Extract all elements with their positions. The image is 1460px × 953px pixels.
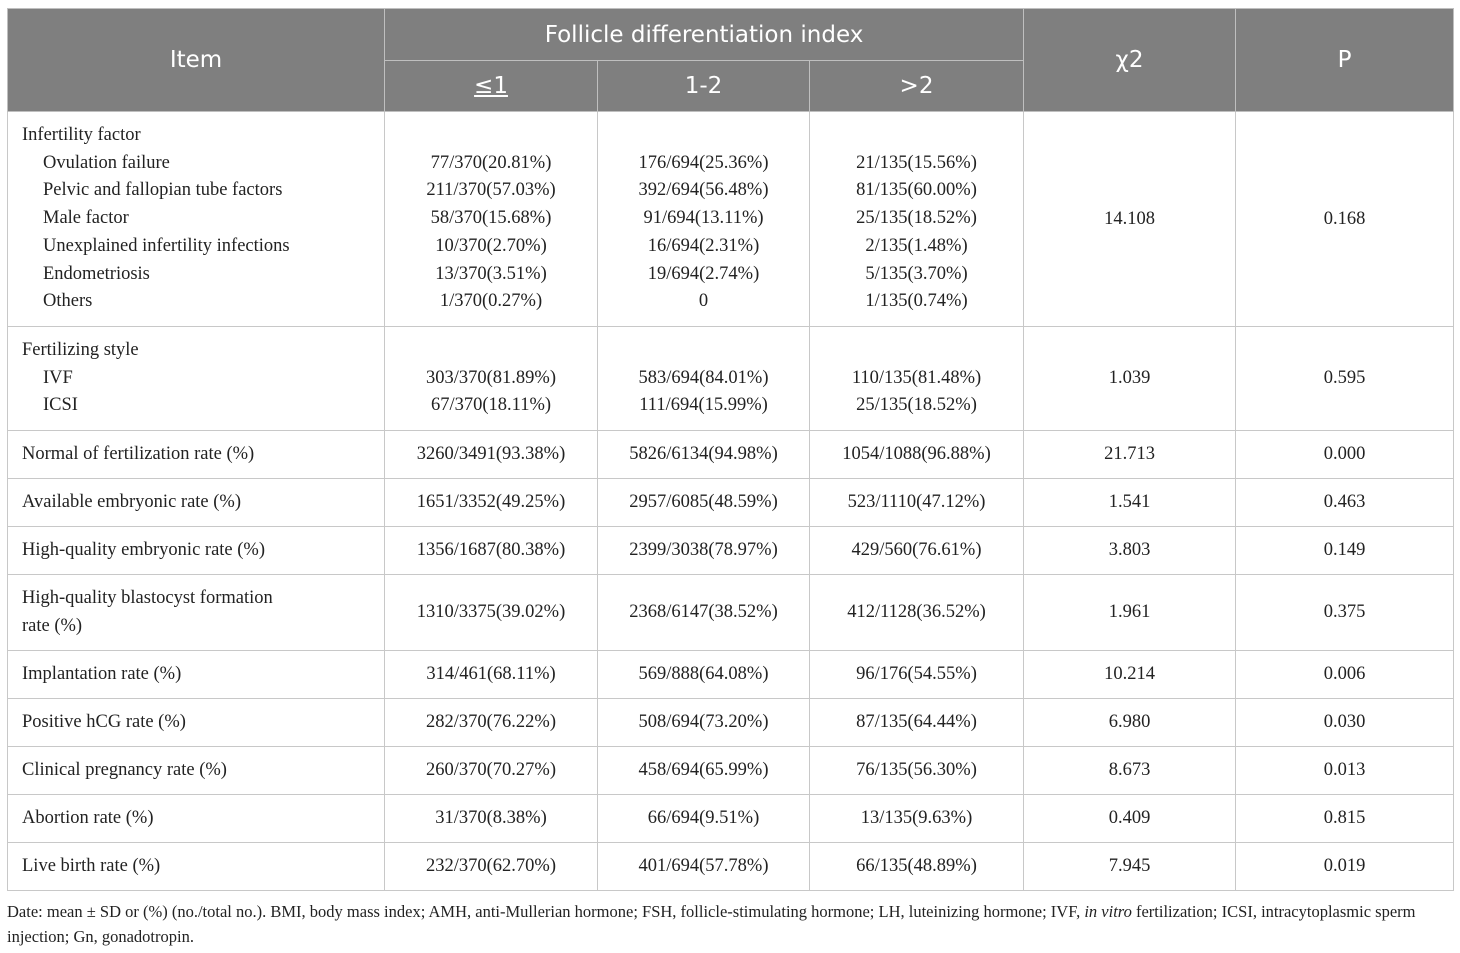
row-label-cell	[8, 112, 385, 327]
value: 21/135(15.56%)	[856, 152, 977, 173]
value: 1/370(0.27%)	[439, 291, 543, 312]
cell-le1	[385, 327, 598, 431]
value: 16/694(2.31%)	[647, 235, 760, 256]
cell-p: 0.000	[1236, 431, 1454, 479]
cell-p: 0.030	[1236, 699, 1454, 747]
cell-le1: 282/370(76.22%)	[385, 699, 598, 747]
cell-1-2: 401/694(57.78%)	[598, 843, 810, 891]
row-label: Positive hCG rate (%)	[8, 699, 385, 747]
row-label: Clinical pregnancy rate (%)	[8, 747, 385, 795]
cell-1-2: 66/694(9.51%)	[598, 795, 810, 843]
cell-le1: 1356/1687(80.38%)	[385, 527, 598, 575]
cell-gt2: 523/1110(47.12%)	[810, 479, 1024, 527]
table-row	[8, 699, 1454, 747]
cell-p: 0.013	[1236, 747, 1454, 795]
value: 1/135(0.74%)	[865, 291, 968, 312]
cell-chi2: 7.945	[1024, 843, 1236, 891]
value: 19/694(2.74%)	[647, 263, 760, 284]
header-gt2: >2	[810, 61, 1024, 112]
value: 392/694(56.48%)	[638, 180, 769, 201]
cell-gt2: 66/135(48.89%)	[810, 843, 1024, 891]
row-label: Live birth rate (%)	[8, 843, 385, 891]
cell-chi2: 14.108	[1024, 112, 1236, 327]
footnote-text-end: fertilization; ICSI, intracytoplasmic sperm injection; Gn, gonadotropin.	[7, 902, 1416, 946]
row-label: High-quality embryonic rate (%)	[8, 527, 385, 575]
value: 176/694(25.36%)	[638, 152, 769, 173]
value: 303/370(81.89%)	[426, 367, 556, 388]
cell-gt2: 96/176(54.55%)	[810, 651, 1024, 699]
results-table	[7, 8, 1454, 891]
cell-gt2: 412/1128(36.52%)	[810, 575, 1024, 651]
cell-p: 0.463	[1236, 479, 1454, 527]
row-label-cell	[8, 575, 385, 651]
value: 111/694(15.99%)	[639, 395, 768, 416]
row-label: Implantation rate (%)	[8, 651, 385, 699]
cell-chi2: 3.803	[1024, 527, 1236, 575]
cell-1-2	[598, 112, 810, 327]
table-row	[8, 431, 1454, 479]
cell-gt2: 76/135(56.30%)	[810, 747, 1024, 795]
footnote-italic: in vitro	[1084, 902, 1132, 921]
value: 67/370(18.11%)	[430, 395, 552, 416]
cell-chi2: 21.713	[1024, 431, 1236, 479]
row-label: rate (%)	[22, 615, 83, 636]
sub-label: Ovulation failure	[43, 152, 170, 173]
header-p: P	[1236, 9, 1454, 112]
cell-chi2: 1.541	[1024, 479, 1236, 527]
value: 583/694(84.01%)	[638, 367, 769, 388]
cell-p: 0.168	[1236, 112, 1454, 327]
sub-label: Unexplained infertility infections	[43, 235, 290, 256]
table-row	[8, 479, 1454, 527]
cell-le1: 3260/3491(93.38%)	[385, 431, 598, 479]
cell-gt2	[810, 327, 1024, 431]
cell-1-2: 458/694(65.99%)	[598, 747, 810, 795]
row-label: High-quality blastocyst formation	[22, 587, 273, 608]
cell-chi2: 1.961	[1024, 575, 1236, 651]
cell-1-2: 2399/3038(78.97%)	[598, 527, 810, 575]
header-follicle-index: Follicle differentiation index	[385, 9, 1024, 61]
cell-le1: 314/461(68.11%)	[385, 651, 598, 699]
cell-gt2: 87/135(64.44%)	[810, 699, 1024, 747]
value: 10/370(2.70%)	[435, 235, 547, 256]
cell-le1: 1651/3352(49.25%)	[385, 479, 598, 527]
header-item: Item	[8, 9, 385, 112]
cell-1-2: 508/694(73.20%)	[598, 699, 810, 747]
cell-p: 0.595	[1236, 327, 1454, 431]
cell-1-2: 2957/6085(48.59%)	[598, 479, 810, 527]
cell-p: 0.815	[1236, 795, 1454, 843]
sub-label: ICSI	[43, 395, 78, 416]
cell-chi2: 6.980	[1024, 699, 1236, 747]
row-label: Available embryonic rate (%)	[8, 479, 385, 527]
table-row	[8, 651, 1454, 699]
sub-label: Endometriosis	[43, 263, 150, 284]
footnote-text: Date: mean ± SD or (%) (no./total no.). BMI, body mass index; AMH, anti-Mullerian hormone; FSH, follicle-stimulating hormone; LH, luteinizing hormone; IVF,	[7, 902, 1085, 921]
cell-chi2: 0.409	[1024, 795, 1236, 843]
value: 5/135(3.70%)	[865, 263, 968, 284]
cell-le1	[385, 112, 598, 327]
cell-chi2: 8.673	[1024, 747, 1236, 795]
cell-gt2	[810, 112, 1024, 327]
cell-le1: 31/370(8.38%)	[385, 795, 598, 843]
value: 91/694(13.11%)	[643, 208, 764, 229]
row-label: Abortion rate (%)	[8, 795, 385, 843]
table-row	[8, 527, 1454, 575]
sub-label: Male factor	[43, 208, 129, 229]
value: 25/135(18.52%)	[856, 395, 977, 416]
header-chi2: χ2	[1024, 9, 1236, 112]
cell-le1: 1310/3375(39.02%)	[385, 575, 598, 651]
table-row-fertilizing-style	[8, 327, 1454, 431]
table-header	[8, 9, 1454, 112]
cell-le1: 260/370(70.27%)	[385, 747, 598, 795]
value: 81/135(60.00%)	[856, 180, 977, 201]
row-label: Normal of fertilization rate (%)	[8, 431, 385, 479]
value: 77/370(20.81%)	[430, 152, 552, 173]
cell-le1: 232/370(62.70%)	[385, 843, 598, 891]
cell-gt2: 429/560(76.61%)	[810, 527, 1024, 575]
header-le1: ≤1	[385, 61, 598, 112]
table-row	[8, 747, 1454, 795]
cell-1-2: 5826/6134(94.98%)	[598, 431, 810, 479]
sub-label: Others	[43, 291, 93, 312]
value: 13/370(3.51%)	[435, 263, 547, 284]
value: 110/135(81.48%)	[851, 367, 982, 388]
cell-p: 0.375	[1236, 575, 1454, 651]
cell-1-2: 569/888(64.08%)	[598, 651, 810, 699]
cell-chi2: 1.039	[1024, 327, 1236, 431]
value: 2/135(1.48%)	[865, 235, 968, 256]
sub-label: IVF	[43, 367, 73, 388]
cell-p: 0.006	[1236, 651, 1454, 699]
table-row	[8, 843, 1454, 891]
value: 0	[698, 291, 709, 312]
cell-gt2: 1054/1088(96.88%)	[810, 431, 1024, 479]
row-label-cell	[8, 327, 385, 431]
group-title: Fertilizing style	[22, 339, 139, 360]
cell-p: 0.149	[1236, 527, 1454, 575]
cell-gt2: 13/135(9.63%)	[810, 795, 1024, 843]
value: 25/135(18.52%)	[856, 208, 977, 229]
table-footnote	[7, 899, 1453, 949]
table-row	[8, 795, 1454, 843]
group-title: Infertility factor	[22, 125, 141, 146]
value: 58/370(15.68%)	[430, 208, 552, 229]
table-row-infertility-factor	[8, 112, 1454, 327]
cell-chi2: 10.214	[1024, 651, 1236, 699]
cell-1-2: 2368/6147(38.52%)	[598, 575, 810, 651]
results-table-container	[7, 8, 1453, 891]
value: 211/370(57.03%)	[426, 180, 556, 201]
header-1-2: 1-2	[598, 61, 810, 112]
cell-p: 0.019	[1236, 843, 1454, 891]
sub-label: Pelvic and fallopian tube factors	[43, 180, 283, 201]
cell-1-2	[598, 327, 810, 431]
table-row	[8, 575, 1454, 651]
